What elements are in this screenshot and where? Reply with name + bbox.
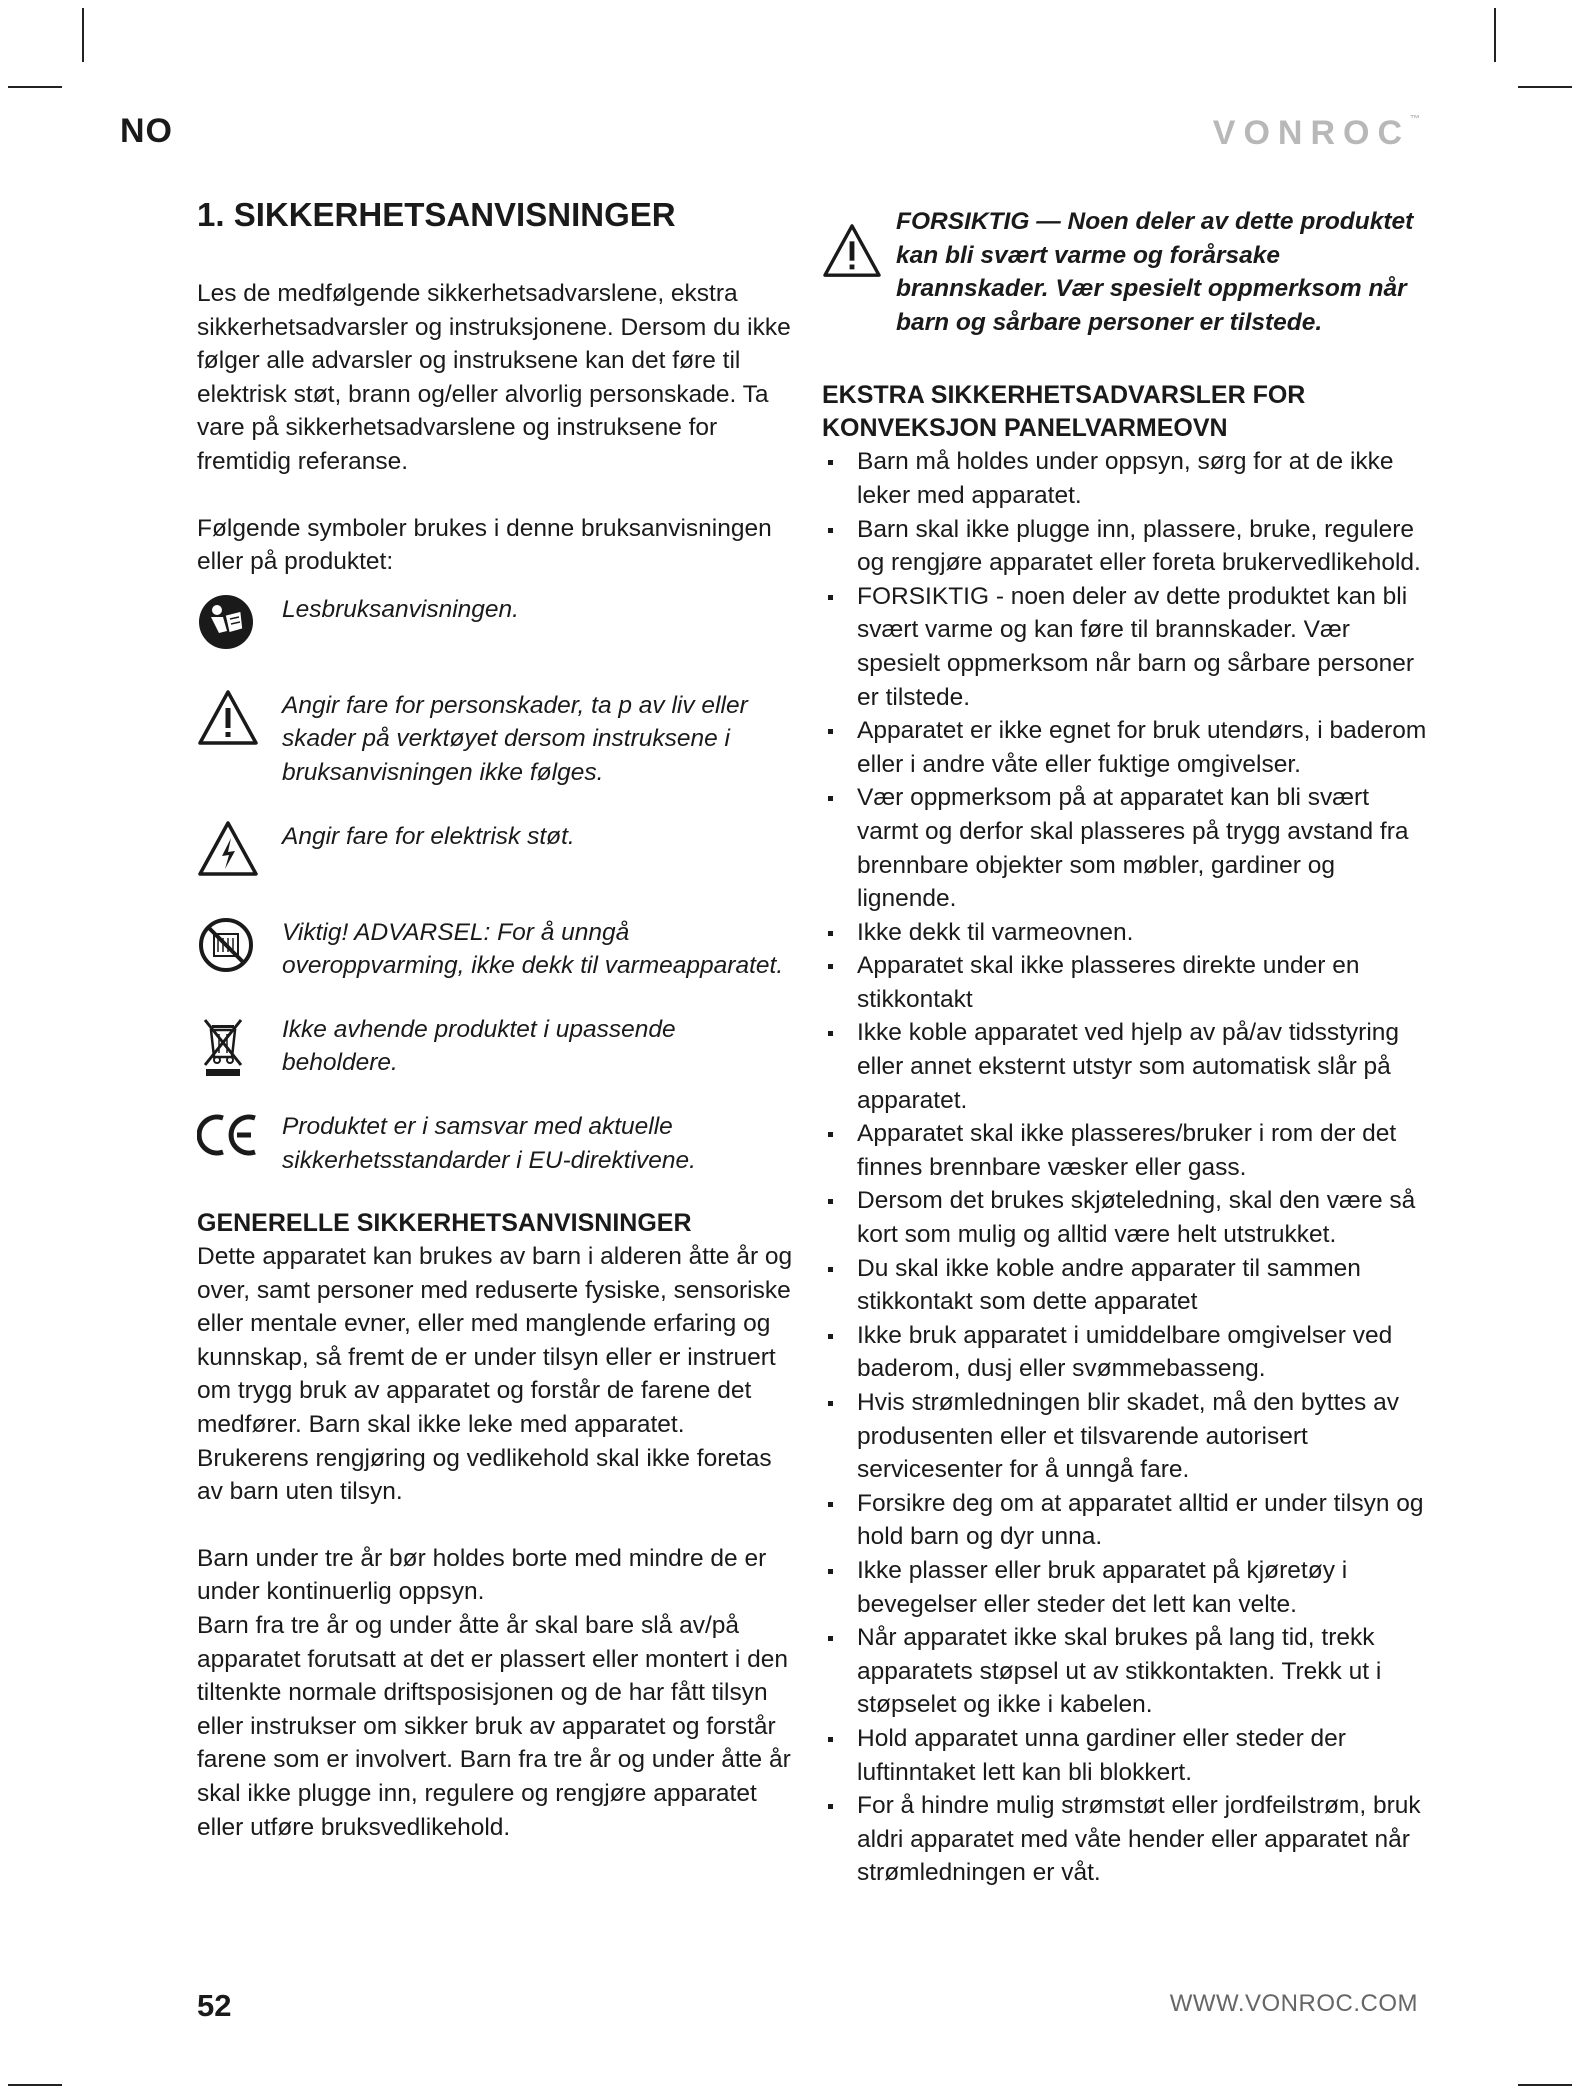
symbol-description: Lesbruksanvisningen. [282, 595, 519, 623]
page-number: 52 [197, 1988, 232, 2023]
symbol-row [197, 916, 797, 983]
list-item: Når apparatet ikke skal brukes på lang tid, trekk apparatets støpsel ut av stikkontakten. Trekk ut i støpselet og ikke i kabelen. [822, 1621, 1437, 1722]
caution-text: FORSIKTIG — Noen deler av dette produktet kan bli svært varme og forårsake brannskader. Vær spesielt oppmerksom når barn og sårbare personer er tilstede. [896, 208, 1414, 336]
list-item: Dersom det brukes skjøteledning, skal den være så kort som mulig og alltid være helt utstrukket. [822, 1184, 1437, 1251]
general-paragraph: Barn under tre år bør holdes borte med mindre de er under kontinuerlig oppsyn. [197, 1544, 767, 1606]
crop-mark [1518, 86, 1572, 88]
extra-safety-heading: EKSTRA SIKKERHETSADVARSLER FOR [822, 381, 1306, 410]
electric-shock-icon [197, 820, 282, 886]
symbol-row [197, 1013, 797, 1080]
symbol-row [197, 593, 797, 659]
right-column [822, 205, 1437, 1890]
read-manual-icon [197, 593, 282, 659]
list-item: Hvis strømledningen blir skadet, må den byttes av produsenten eller et tilsvarende autorisert servicesenter for å unngå fare. [822, 1386, 1437, 1487]
list-item: Apparatet er ikke egnet for bruk utendørs, i baderom eller i andre våte eller fuktige omgivelser. [822, 714, 1437, 781]
list-item: Ikke bruk apparatet i umiddelbare omgivelser ved baderom, dusj eller svømmebasseng. [822, 1319, 1437, 1386]
general-paragraph: Dette apparatet kan brukes av barn i alderen åtte år og over, samt personer med reduserte fysiske, sensoriske eller mentale evner, eller med manglende erfaring og kunnskap, så fremt de er under tilsyn eller er instruert om trygg bruk av apparatet og forstår de farene det medfører. Barn skal ikke leke med apparatet. Brukerens rengjøring og vedlikehold skal ikke foretas av barn uten tilsyn. [197, 1243, 793, 1506]
crop-mark [8, 86, 62, 88]
list-item: Hold apparatet unna gardiner eller steder der luftinntaket lett kan bli blokkert. [822, 1722, 1437, 1789]
section-title: 1. SIKKERHETSANVISNINGER [197, 196, 676, 233]
extra-safety-heading: KONVEKSJON PANELVARMEOVN [822, 414, 1228, 443]
website-url: WWW.VONROC.COM [1169, 1990, 1418, 2017]
general-paragraph: Barn fra tre år og under åtte år skal bare slå av/på apparatet forutsatt at det er plassert eller montert i den tiltenkte normale driftsposisjonen og de har fått tilsyn eller instrukser om sikker bruk av apparatet og forstår farene som er involvert. Barn fra tre år og under åtte år skal ikke plugge inn, regulere og rengjøre apparatet eller utføre bruksvedlikehold. [197, 1612, 791, 1841]
crop-mark [8, 2084, 62, 2086]
list-item: Ikke koble apparatet ved hjelp av på/av tidsstyring eller annet eksternt utstyr som automatisk slår på apparatet. [822, 1016, 1437, 1117]
symbol-description: Angir fare for personskader, ta p av liv eller skader på verktøyet dersom instruksene i bruksanvisningen ikke følges. [282, 691, 748, 786]
list-item: Barn skal ikke plugge inn, plassere, bruke, regulere og rengjøre apparatet eller foreta brukervedlikehold. [822, 513, 1437, 580]
list-item: Du skal ikke koble andre apparater til sammen stikkontakt som dette apparatet [822, 1252, 1437, 1319]
safety-bullet-list [822, 445, 1437, 1890]
weee-bin-icon [197, 1013, 282, 1079]
language-code: NO [120, 112, 173, 150]
symbol-description: Angir fare for elektrisk støt. [282, 822, 575, 850]
list-item: FORSIKTIG - noen deler av dette produktet kan bli svært varme og kan føre til brannskader. Vær spesielt oppmerksom når barn og sårbare personer er tilstede. [822, 580, 1437, 714]
list-item: Apparatet skal ikke plasseres direkte under en stikkontakt [822, 949, 1437, 1016]
list-item: Vær oppmerksom på at apparatet kan bli svært varmt og derfor skal plasseres på trygg avstand fra brennbare objekter som møbler, gardiner og lignende. [822, 781, 1437, 915]
symbol-description: Ikke avhende produktet i upassende beholdere. [282, 1015, 676, 1077]
warning-triangle-icon [197, 689, 282, 755]
symbol-description: Viktig! ADVARSEL: For å unngå overoppvarming, ikke dekk til varmeapparatet. [282, 918, 784, 980]
symbol-row [197, 689, 797, 790]
general-safety-heading: GENERELLE SIKKERHETSANVISNINGER [197, 1209, 692, 1238]
symbol-row [197, 1110, 797, 1177]
list-item: For å hindre mulig strømstøt eller jordfeilstrøm, bruk aldri apparatet med våte hender eller apparatet når strømledningen er våt. [822, 1789, 1437, 1890]
left-column [197, 195, 797, 1844]
list-item: Barn må holdes under oppsyn, sørg for at de ikke leker med apparatet. [822, 445, 1437, 512]
ce-mark-icon [197, 1110, 282, 1176]
brand-logo: VONROC™ [1212, 114, 1420, 152]
warning-triangle-icon [822, 205, 896, 284]
list-item: Apparatet skal ikke plasseres/bruker i rom der det finnes brennbare væsker eller gass. [822, 1117, 1437, 1184]
caution-block [822, 205, 1437, 339]
symbol-description: Produktet er i samsvar med aktuelle sikkerhetsstandarder i EU-direktivene. [282, 1112, 696, 1174]
list-item: Ikke dekk til varmeovnen. [822, 916, 1437, 950]
symbol-row [197, 820, 797, 886]
crop-mark [1494, 8, 1496, 62]
crop-mark [82, 8, 84, 62]
do-not-cover-icon [197, 916, 282, 982]
list-item: Ikke plasser eller bruk apparatet på kjøretøy i bevegelser eller steder det lett kan velte. [822, 1554, 1437, 1621]
list-item: Forsikre deg om at apparatet alltid er under tilsyn og hold barn og dyr unna. [822, 1487, 1437, 1554]
symbols-lead: Følgende symboler brukes i denne bruksanvisningen eller på produktet: [197, 514, 772, 576]
crop-mark [1518, 2084, 1572, 2086]
intro-paragraph: Les de medfølgende sikkerhetsadvarslene, ekstra sikkerhetsadvarsler og instruksjonene. Dersom du ikke følger alle advarsler og instruksene kan det føre til elektrisk støt, brann og/eller alvorlig personskade. Ta vare på sikkerhetsadvarslene og instruksene for fremtidig referanse. [197, 280, 791, 475]
